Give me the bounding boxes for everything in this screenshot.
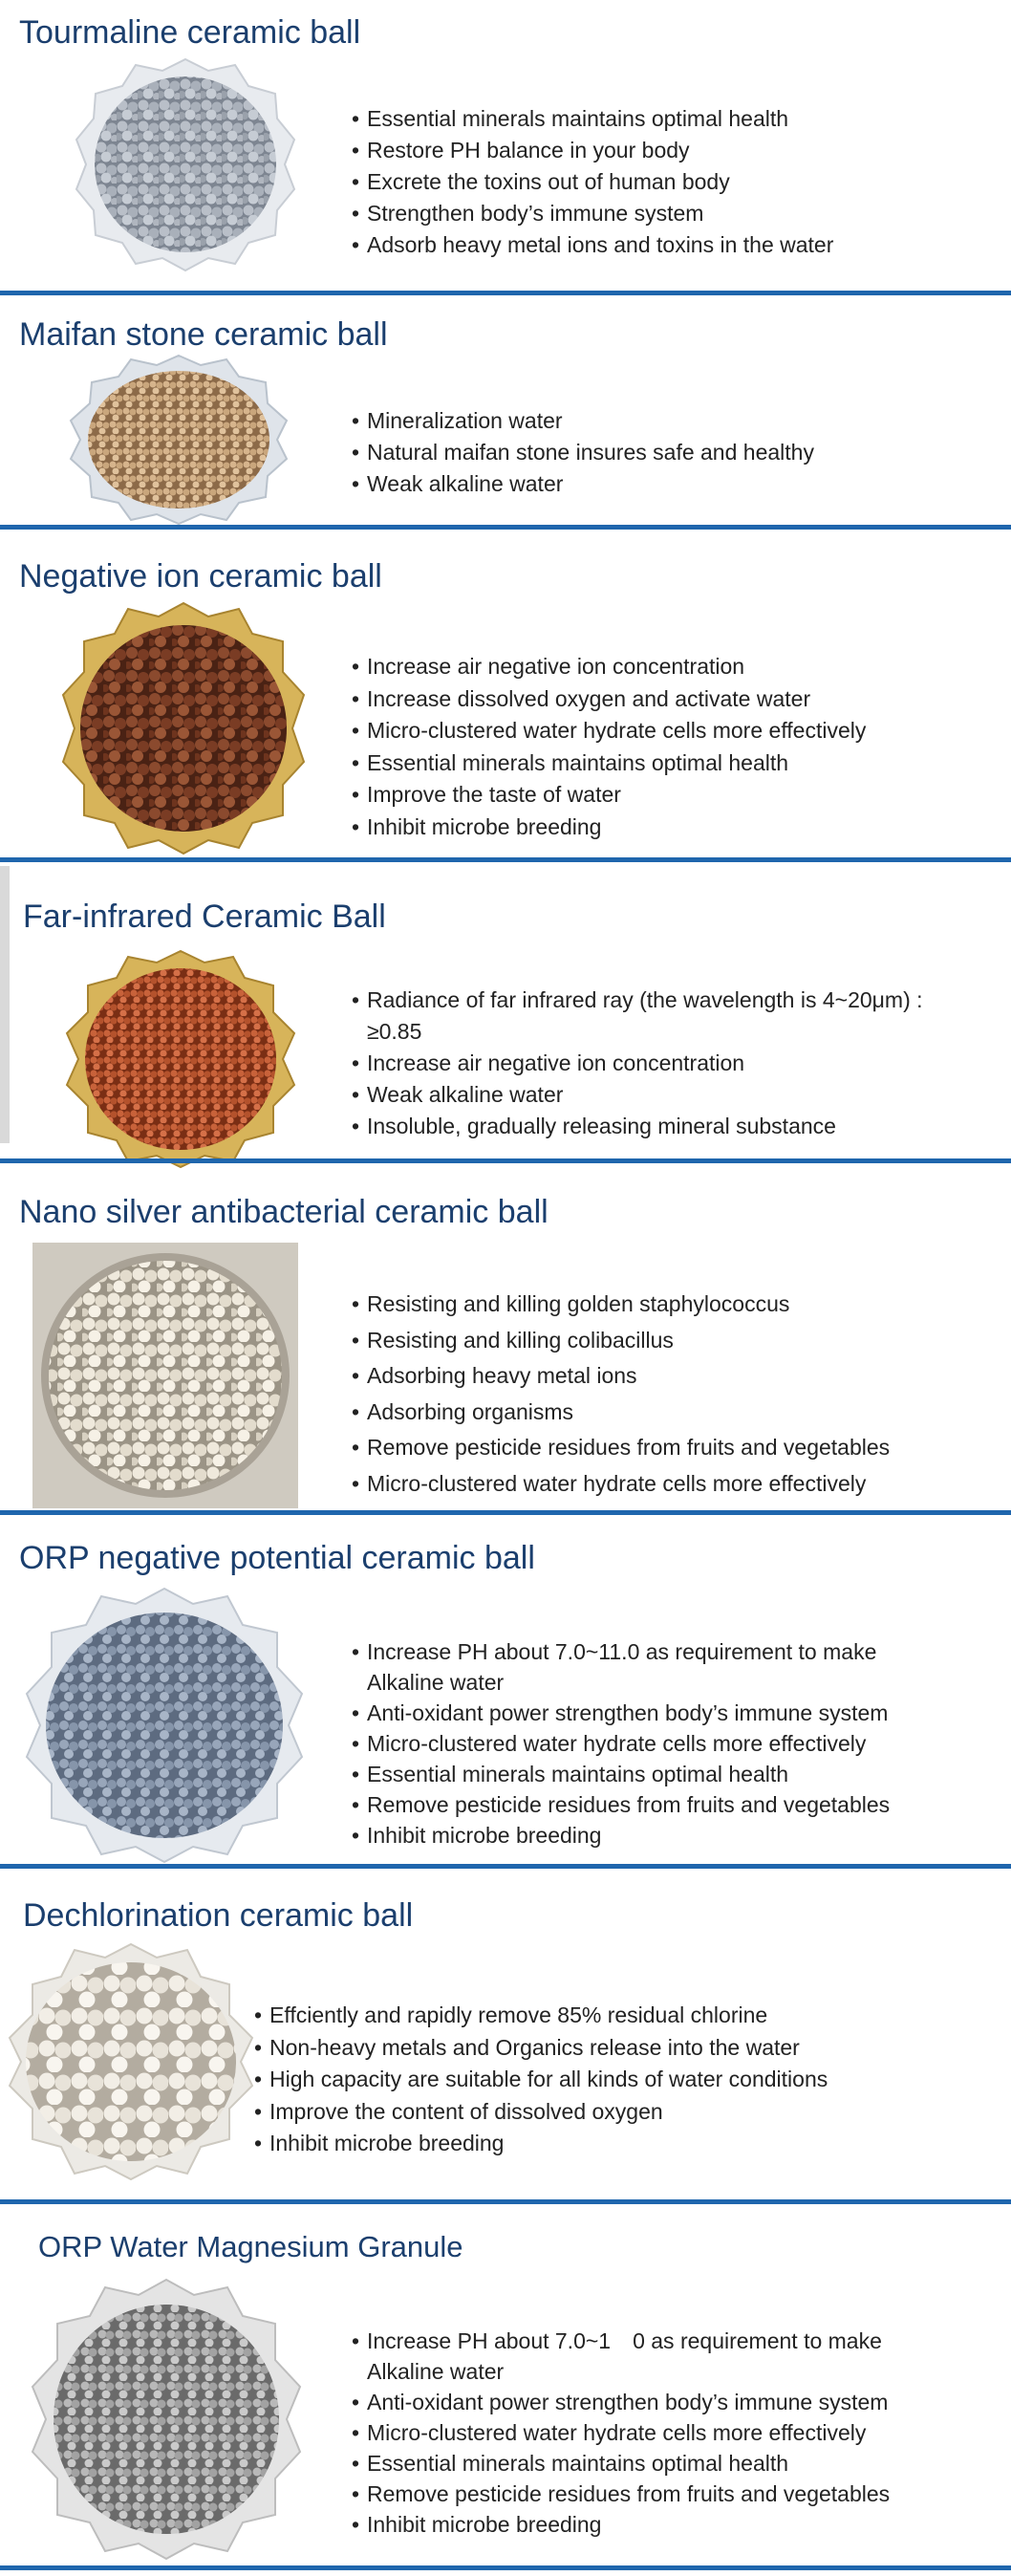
bullet-list xyxy=(352,405,814,500)
bullet-item: • Inhibit microbe breeding xyxy=(352,813,602,839)
bullet-item: • Restore PH balance in your body xyxy=(352,138,690,162)
bullet-list xyxy=(352,2326,890,2540)
section-divider xyxy=(0,525,1011,530)
bullet-item: • Anti-oxidant power strengthen body’s immune system xyxy=(352,2390,889,2414)
section-title: Far-infrared Ceramic Ball xyxy=(23,898,386,935)
bullet-list xyxy=(254,2000,828,2160)
bullet-item: • Essential minerals maintains optimal health xyxy=(352,106,789,131)
bullet-item: • Micro-clustered water hydrate cells more effectively xyxy=(352,1470,867,1496)
bullet-item: • Essential minerals maintains optimal health xyxy=(352,749,789,775)
bullet-item: • Mineralization water xyxy=(352,408,563,433)
section-divider xyxy=(0,1158,1011,1163)
section-title: Dechlorination ceramic ball xyxy=(23,1897,414,1934)
red-ceramic-balls-dish-icon xyxy=(63,949,298,1169)
bullet-item: • Weak alkaline water xyxy=(352,471,564,496)
blue-gray-ceramic-balls-dish-icon xyxy=(21,1587,308,1864)
section-tourmaline xyxy=(0,0,1011,298)
section-far-infrared xyxy=(0,865,1011,1161)
bullet-item: • High capacity are suitable for all kinds of water conditions xyxy=(254,2067,828,2091)
bullet-item: • Essential minerals maintains optimal health xyxy=(352,1762,789,1786)
bullet-item: • Resisting and killing golden staphylococcus xyxy=(352,1291,790,1316)
bullet-item: • Radiance of far infrared ray (the wavelength is 4~20μm) : xyxy=(352,987,923,1012)
bullet-item: • Adsorbing heavy metal ions xyxy=(352,1363,637,1388)
bullet-item: • Remove pesticide residues from fruits and vegetables xyxy=(352,1435,891,1460)
bullet-list xyxy=(352,985,923,1142)
section-title: Maifan stone ceramic ball xyxy=(19,316,388,353)
bullet-item: • Excrete the toxins out of human body xyxy=(352,169,730,194)
bullet-item: • Resisting and killing colibacillus xyxy=(352,1327,674,1353)
section-nano-silver xyxy=(0,1166,1011,1510)
section-divider xyxy=(0,1510,1011,1515)
bullet-continuation: Alkaline water xyxy=(367,1670,505,1695)
bullet-continuation: ≥0.85 xyxy=(367,1019,422,1044)
bullet-list xyxy=(352,651,866,843)
bullet-item: • Adsorbing organisms xyxy=(352,1398,574,1424)
section-divider xyxy=(0,857,1011,862)
section-title: Negative ion ceramic ball xyxy=(19,558,382,595)
bullet-item: • Micro-clustered water hydrate cells more effectively xyxy=(352,2420,867,2445)
bullet-item: • Improve the content of dissolved oxygen xyxy=(254,2098,663,2124)
section-title: ORP negative potential ceramic ball xyxy=(19,1540,535,1576)
bullet-item: • Effciently and rapidly remove 85% residual chlorine xyxy=(254,2002,768,2027)
brown-ceramic-balls-dish-icon xyxy=(57,601,310,855)
bullet-item: • Remove pesticide residues from fruits and vegetables xyxy=(352,1792,891,1817)
section-title: ORP Water Magnesium Granule xyxy=(38,2230,463,2263)
section-divider xyxy=(0,291,1011,295)
bullet-item: • Remove pesticide residues from fruits and vegetables xyxy=(352,2481,891,2506)
bullet-item: • Increase air negative ion concentration xyxy=(352,654,745,679)
bullet-item: • Inhibit microbe breeding xyxy=(254,2131,505,2155)
beige-ceramic-balls-dish-icon xyxy=(69,354,289,526)
bullet-item: • Improve the taste of water xyxy=(352,782,621,807)
section-dechlorination xyxy=(0,1872,1011,2197)
bullet-list xyxy=(352,103,833,261)
section-title: Tourmaline ceramic ball xyxy=(19,14,361,51)
bullet-item: • Inhibit microbe breeding xyxy=(352,2512,602,2537)
section-orp-magnesium-granule xyxy=(0,2207,1011,2576)
section-negative-ion xyxy=(0,532,1011,862)
section-orp-negative-potential xyxy=(0,1518,1011,1868)
bullet-item: • Non-heavy metals and Organics release into the water xyxy=(254,2034,800,2060)
bullet-item: • Micro-clustered water hydrate cells more effectively xyxy=(352,718,867,743)
bullet-item: • Strengthen body’s immune system xyxy=(352,201,704,226)
section-maifan-stone xyxy=(0,298,1011,532)
bullet-item: • Anti-oxidant power strengthen body’s immune system xyxy=(352,1700,889,1725)
silver-magnesium-granules-dish-icon xyxy=(29,2278,304,2561)
bullet-item: • Micro-clustered water hydrate cells more effectively xyxy=(352,1731,867,1756)
bullet-item: • Essential minerals maintains optimal health xyxy=(352,2451,789,2476)
bullet-item: • Weak alkaline water xyxy=(352,1082,564,1107)
section-divider xyxy=(0,2199,1011,2204)
bullet-list xyxy=(352,1636,890,1851)
bullet-item: • Adsorb heavy metal ions and toxins in the water xyxy=(352,232,834,257)
bullet-item: • Increase dissolved oxygen and activate water xyxy=(352,685,811,711)
bullet-continuation: Alkaline water xyxy=(367,2359,505,2384)
bullet-item: • Increase PH about 7.0~1 0 as requirement to make xyxy=(352,2328,882,2353)
bullet-list xyxy=(352,1287,890,1502)
bullet-item: • Natural maifan stone insures safe and healthy xyxy=(352,440,814,465)
bullet-item: • Increase PH about 7.0~11.0 as requirement to make xyxy=(352,1639,877,1664)
bullet-item: • Increase air negative ion concentration xyxy=(352,1050,745,1075)
section-divider xyxy=(0,1864,1011,1869)
gray-ceramic-balls-dish-icon xyxy=(75,57,296,272)
bullet-item: • Insoluble, gradually releasing mineral substance xyxy=(352,1114,836,1138)
white-ceramic-balls-photo-icon xyxy=(32,1243,298,1508)
white-large-ceramic-balls-dish-icon xyxy=(6,1942,256,2181)
bullet-item: • Inhibit microbe breeding xyxy=(352,1823,602,1848)
section-title: Nano silver antibacterial ceramic ball xyxy=(19,1194,549,1230)
section-divider xyxy=(0,2565,1011,2570)
